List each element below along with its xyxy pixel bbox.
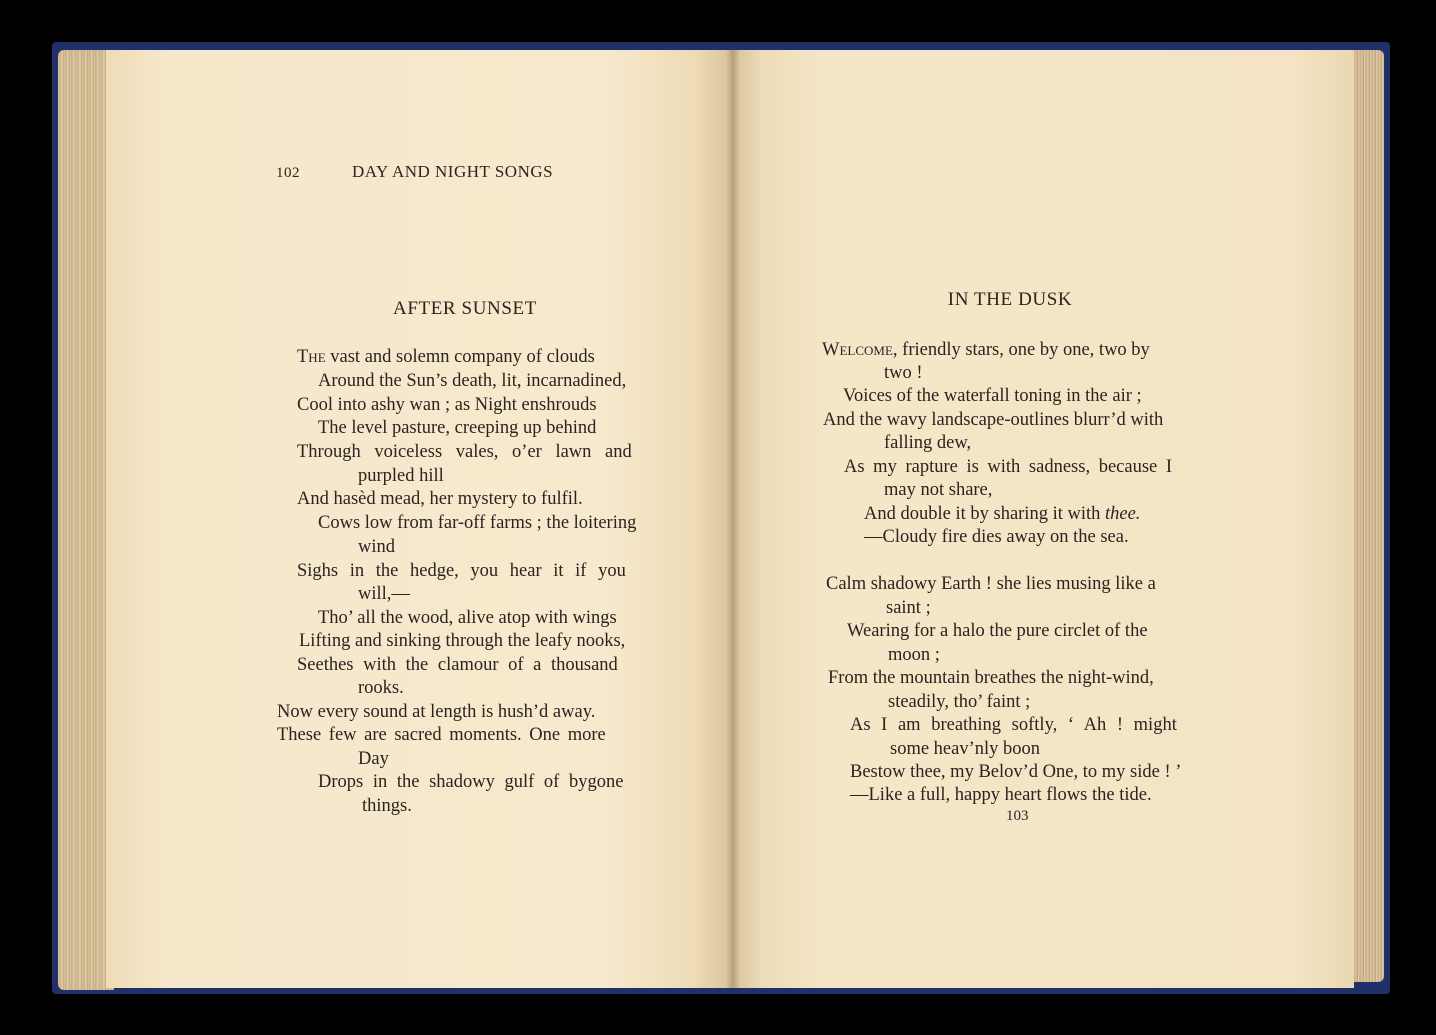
poem-line: Drops in the shadowy gulf of bygone [318, 772, 624, 792]
poem-line: Through voiceless vales, o’er lawn and [297, 442, 632, 462]
poem-line: Welcome, friendly stars, one by one, two by [822, 340, 1150, 360]
poem-line: —Cloudy fire dies away on the sea. [864, 527, 1129, 547]
poem-title-after-sunset: AFTER SUNSET [393, 298, 537, 319]
poem-line: These few are sacred moments. One more [277, 725, 606, 745]
poem-line: —Like a full, happy heart flows the tide. [850, 785, 1152, 805]
book-gutter [726, 50, 740, 988]
poem-line: purpled hill [358, 466, 444, 486]
poem-line: moon ; [888, 645, 940, 665]
poem-line: Voices of the waterfall toning in the air ; [843, 386, 1142, 406]
poem-line: And the wavy landscape-outlines blurr’d with [823, 410, 1164, 430]
poem-line: may not share, [884, 480, 993, 500]
poem-line: falling dew, [884, 433, 972, 453]
poem-line: Day [358, 749, 389, 769]
poem-line: Cows low from far-off farms ; the loitering [318, 513, 637, 533]
poem-line: As my rapture is with sadness, because I [844, 457, 1173, 477]
poem-line: Cool into ashy wan ; as Night enshrouds [297, 395, 597, 415]
poem-line: will,— [358, 584, 410, 604]
poem-line: The vast and solemn company of clouds [297, 347, 595, 367]
poem-line: Now every sound at length is hush’d away. [277, 702, 596, 722]
poem-line: As I am breathing softly, ‘ Ah ! might [850, 715, 1177, 735]
poem-line: wind [358, 537, 395, 557]
poem-line: And hasèd mead, her mystery to fulfil. [297, 489, 583, 509]
poem-line: rooks. [358, 678, 404, 698]
poem-line: The level pasture, creeping up behind [318, 418, 597, 438]
poem-line: Sighs in the hedge, you hear it if you [297, 561, 626, 581]
poem-line: Wearing for a halo the pure circlet of the [847, 621, 1148, 641]
poem-line: Calm shadowy Earth ! she lies musing like a [826, 574, 1156, 594]
poem-line: Bestow thee, my Belov’d One, to my side ! ’ [850, 762, 1182, 782]
poem-line: Seethes with the clamour of a thousand [297, 655, 618, 675]
poem-title-in-the-dusk: IN THE DUSK [947, 289, 1073, 310]
poem-line: some heav’nly boon [890, 739, 1041, 759]
poem-line: Tho’ all the wood, alive atop with wings [318, 608, 617, 628]
folio-right: 103 [1006, 808, 1029, 824]
poem-line: things. [362, 796, 412, 816]
poem-line: And double it by sharing it with thee. [864, 504, 1141, 524]
poem-line: steadily, tho’ faint ; [888, 692, 1031, 712]
running-head: DAY AND NIGHT SONGS [352, 162, 554, 181]
poem-line: From the mountain breathes the night-wind, [828, 668, 1154, 688]
poem-line: saint ; [886, 598, 931, 618]
poem-line: Around the Sun’s death, lit, incarnadined, [318, 371, 627, 391]
poem-line: Lifting and sinking through the leafy nooks, [299, 631, 626, 651]
poem-line: two ! [884, 363, 923, 383]
folio-left: 102 [276, 165, 300, 181]
